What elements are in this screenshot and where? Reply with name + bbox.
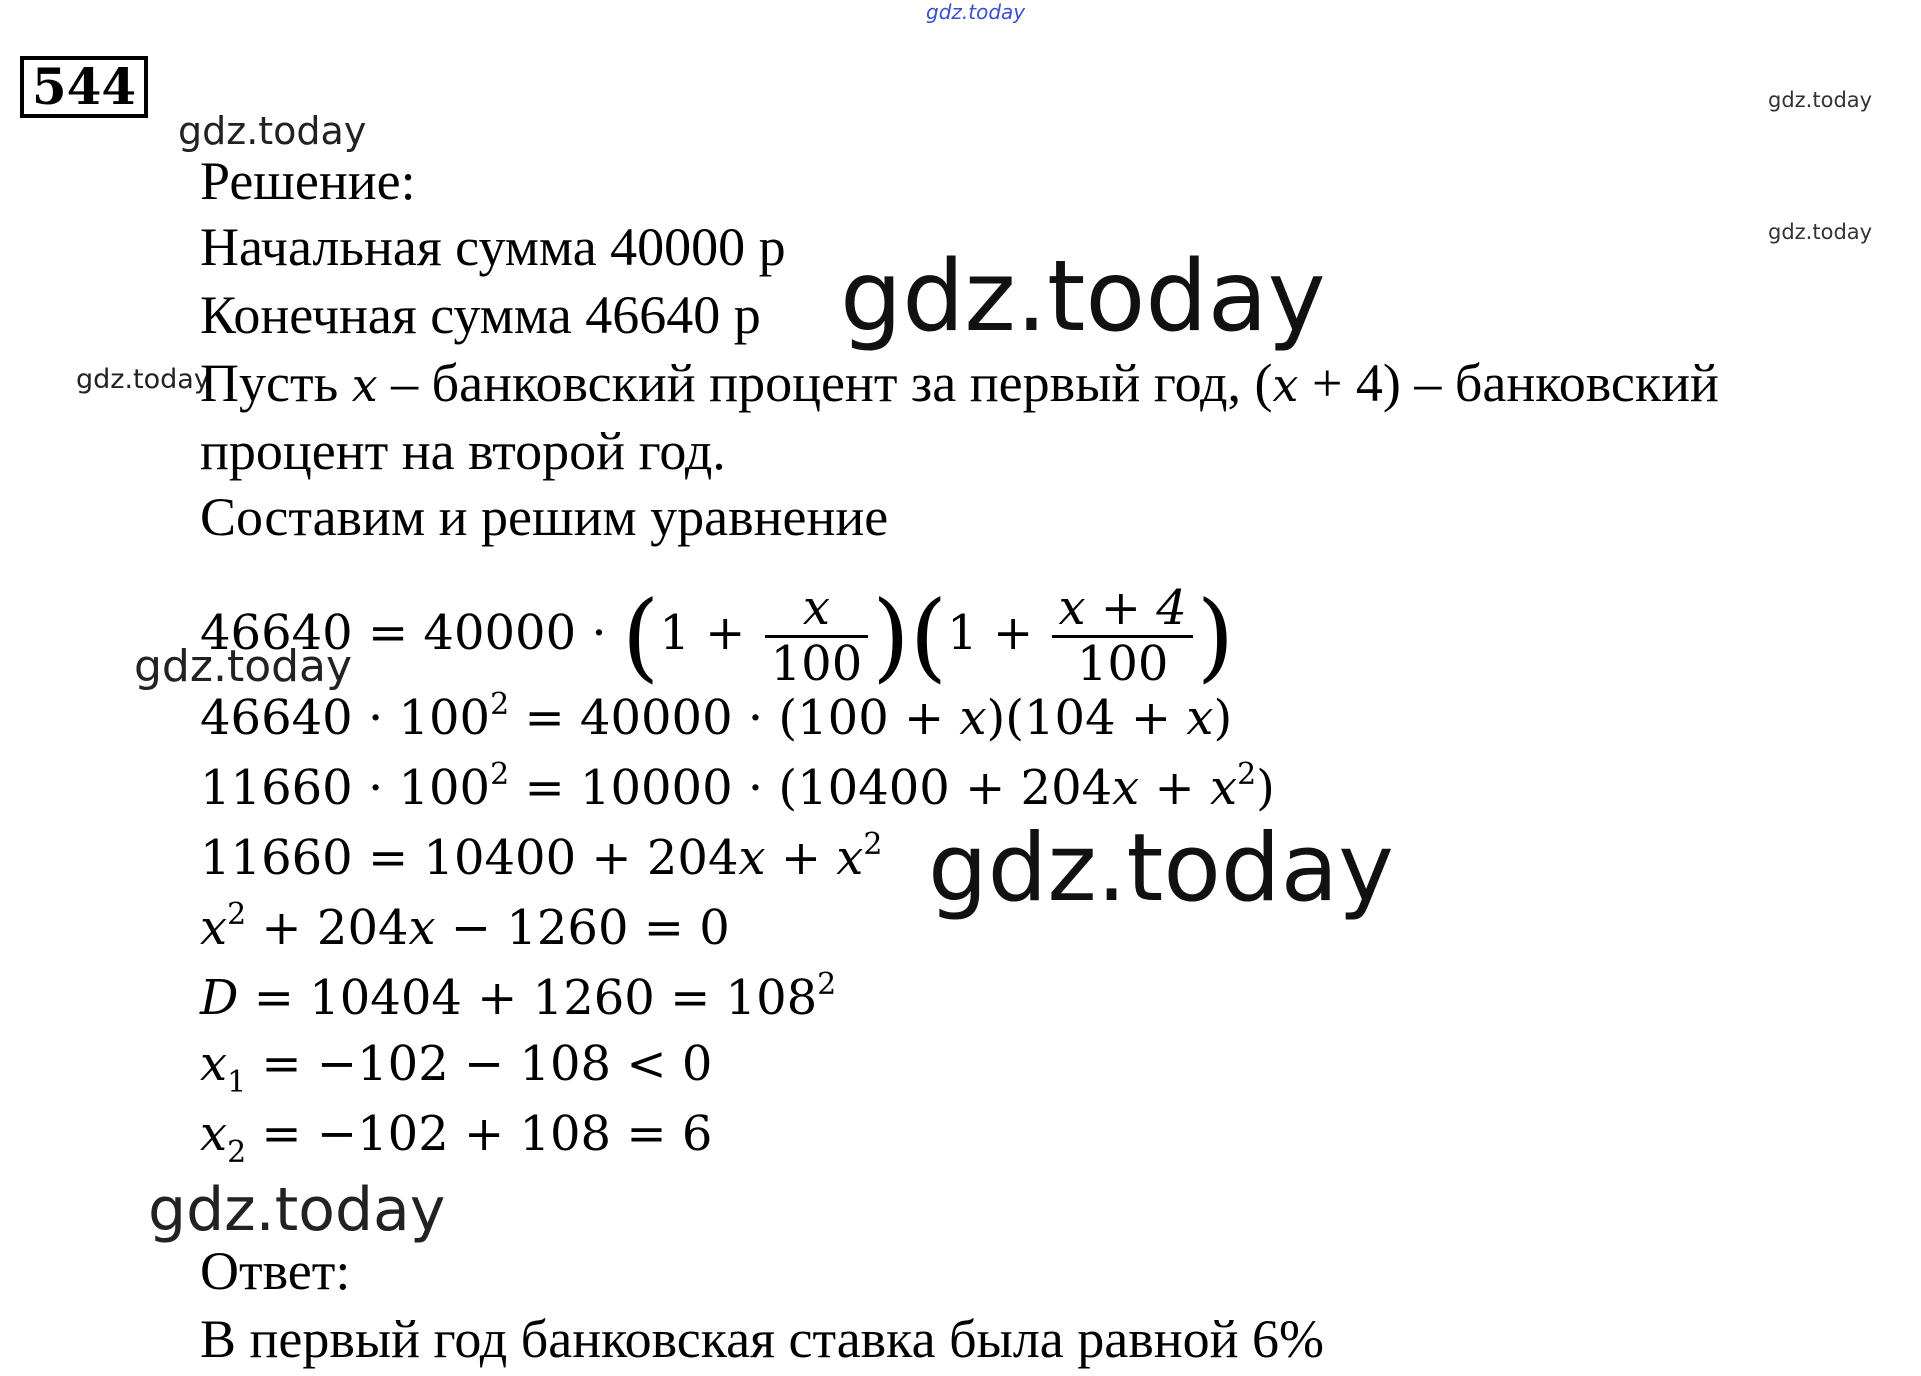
eq1-paren-open-2: (: [909, 580, 948, 693]
watermark-left-a: gdz.today: [178, 109, 367, 153]
eq1-one-plus-2: 1 +: [947, 604, 1049, 661]
eq1-one-plus-1: 1 +: [659, 604, 761, 661]
eq4-x1: x: [738, 830, 766, 886]
eq1-paren-close-1: ): [872, 580, 910, 693]
eq2-x1: x: [959, 690, 987, 746]
let-line-1: [200, 353, 1719, 413]
final-sum: Конечная сумма 46640 р: [200, 285, 761, 345]
eq1-frac2-num: x + 4: [1052, 582, 1192, 638]
answer-heading: Ответ:: [200, 1241, 351, 1301]
eq8-x: x: [200, 1106, 228, 1162]
eq6-sup: 2: [817, 967, 837, 1002]
watermark-big-1: gdz.today: [840, 240, 1326, 354]
eq2-b: = 40000 · (100 +: [509, 690, 960, 746]
eq7-sub: 1: [227, 1065, 247, 1100]
let-var-x: x: [351, 358, 378, 412]
eq2-x2: x: [1186, 690, 1214, 746]
equation-1: [200, 582, 1234, 691]
eq5-sup: 2: [227, 897, 247, 932]
eq1-paren-close-2: ): [1196, 580, 1235, 693]
eq1-frac1-num: x: [765, 582, 869, 638]
let-text-c: + 4) – банковский: [1298, 353, 1719, 413]
equation-6: [200, 967, 837, 1026]
initial-sum: Начальная сумма 40000 р: [200, 217, 786, 277]
equation-7: [200, 1036, 713, 1100]
equation-5: [200, 897, 730, 956]
eq1-frac1-den: 100: [770, 635, 863, 692]
eq8-sub: 2: [227, 1135, 247, 1170]
eq7-a: = −102 − 108 < 0: [246, 1036, 713, 1092]
eq3-b: = 10000 · (10400 + 204: [509, 760, 1113, 816]
eq5-a: + 204: [246, 900, 409, 956]
eq1-paren-open-1: (: [621, 580, 660, 693]
watermark-top: gdz.today: [926, 0, 1026, 24]
watermark-big-2: gdz.today: [928, 814, 1394, 923]
eq6-d: D: [200, 970, 239, 1026]
eq3-sup: 2: [490, 757, 510, 792]
eq1-frac2-den: 100: [1076, 635, 1169, 692]
problem-number: 544: [20, 56, 148, 118]
watermark-right-2: gdz.today: [1768, 220, 1873, 244]
eq2-c: )(104 +: [986, 690, 1187, 746]
eq2-d: ): [1213, 690, 1233, 746]
equation-4: [200, 827, 883, 886]
eq4-a: 11660 = 10400 + 204: [200, 830, 739, 886]
eq5-x2: x: [408, 900, 436, 956]
compose-equation: Составим и решим уравнение: [200, 487, 889, 547]
let-var-x2: x: [1272, 358, 1299, 412]
eq1-fraction-1: [765, 582, 869, 691]
eq5-x: x: [200, 900, 228, 956]
eq4-x2: x: [836, 830, 864, 886]
equation-8: [200, 1106, 713, 1170]
let-text-b: – банковский процент за первый год, (: [377, 353, 1273, 413]
eq1-fraction-2: [1052, 582, 1192, 691]
watermark-right-1: gdz.today: [1768, 88, 1873, 112]
eq3-sup2: 2: [1237, 757, 1257, 792]
eq4-b: +: [765, 830, 837, 886]
equation-2: [200, 687, 1233, 746]
eq2-a: 46640 · 100: [200, 690, 491, 746]
solution-heading: Решение:: [200, 151, 416, 211]
eq2-sup: 2: [490, 687, 510, 722]
eq3-c: +: [1139, 760, 1210, 816]
equation-3: [200, 757, 1275, 816]
eq5-b: − 1260 = 0: [435, 900, 730, 956]
eq3-x1: x: [1112, 760, 1140, 816]
eq1-lhs: 46640 = 40000 ·: [200, 604, 622, 661]
eq7-x: x: [200, 1036, 228, 1092]
eq4-sup: 2: [863, 827, 883, 862]
eq3-x2: x: [1209, 760, 1238, 816]
eq6-a: = 10404 + 1260 = 108: [238, 970, 818, 1026]
let-text-a: Пусть: [200, 353, 352, 413]
let-line-2: процент на второй год.: [200, 421, 726, 481]
answer-text: В первый год банковская ставка была равной 6%: [200, 1309, 1324, 1369]
eq3-d: ): [1256, 760, 1275, 816]
watermark-side: gdz.today: [76, 364, 210, 395]
eq8-a: = −102 + 108 = 6: [246, 1106, 713, 1162]
watermark-left-c: gdz.today: [148, 1175, 446, 1245]
watermark-left-b: gdz.today: [134, 641, 353, 692]
eq3-a: 11660 · 100: [200, 760, 491, 816]
